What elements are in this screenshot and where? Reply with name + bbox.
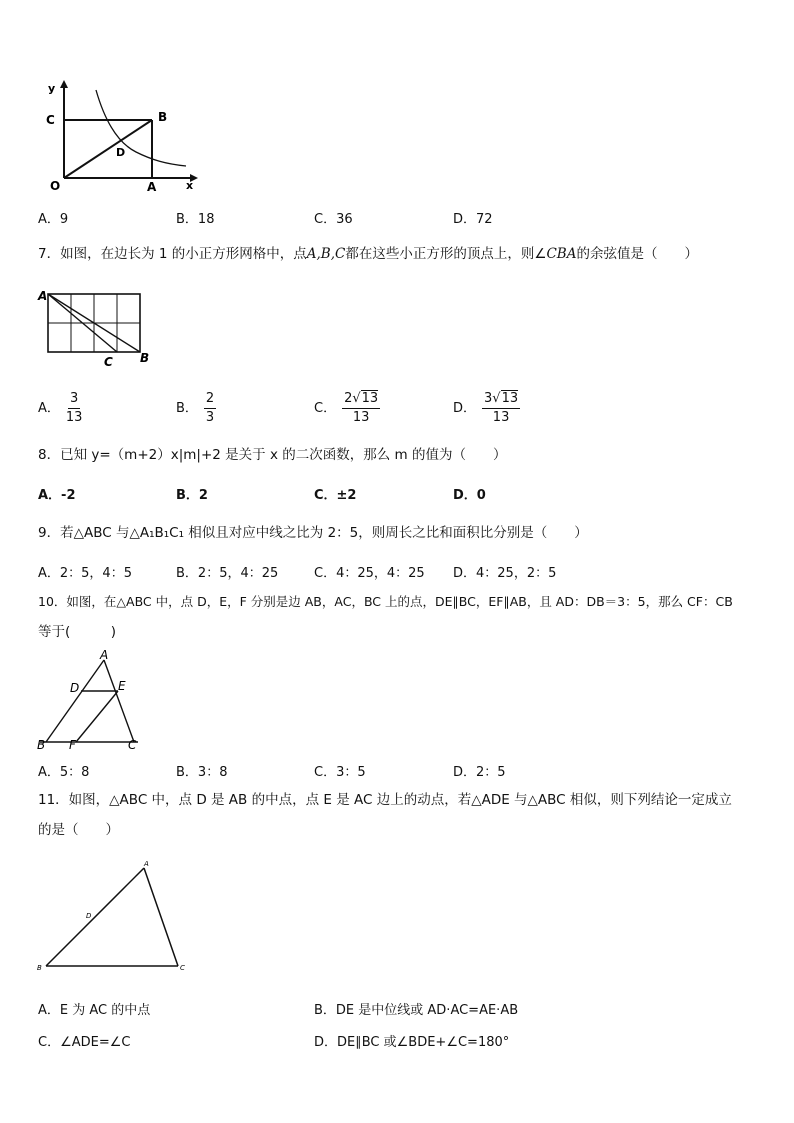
q9-option-c: C．4：25，4：25	[314, 566, 425, 581]
q6-label-C: C	[46, 113, 55, 127]
q7-question	[38, 240, 698, 268]
q10-label-C: C	[128, 738, 137, 752]
q6-label-B: B	[158, 110, 168, 124]
q11-option-c: C．∠ADE=∠C	[38, 1035, 131, 1050]
q6-option-c: C．36	[314, 212, 353, 227]
q11-label-C: C	[180, 964, 185, 972]
q11-option-a: A．E 为 AC 的中点	[38, 1003, 151, 1018]
q7-label-B: B	[140, 351, 150, 365]
q7-option-b: B． $\frac{2}{3}$	[176, 391, 215, 425]
q10-label-F: F	[69, 738, 76, 752]
q10-option-a: A．5：8	[38, 765, 90, 780]
q11-figure	[34, 858, 194, 978]
q6-option-d: D．72	[453, 212, 493, 227]
q6-option-b: B．18	[176, 212, 215, 227]
q8-option-a: A．-2	[38, 488, 76, 503]
q6-figure	[40, 78, 200, 196]
q9-option-d: D．4：25，2：5	[453, 566, 557, 581]
q6-label-y: y	[48, 82, 56, 95]
q7-option-d: D． $\frac{3√13}{13}$	[453, 391, 519, 425]
q7-option-c: C． $\frac{2√13}{13}$	[314, 391, 379, 425]
q7-label-A: A	[38, 289, 48, 303]
q9-option-a: A．2：5，4：5	[38, 566, 132, 581]
q7-figure	[36, 286, 156, 370]
q11-label-A: A	[144, 860, 149, 868]
q6-label-D: D	[116, 146, 126, 159]
q10-question-line1: 10．如图，在△ABC 中，点 D，E，F 分别是边 AB，AC，BC 上的点，DE∥BC，EF∥AB，且 AD：DB＝3：5，那么 CF：CB	[38, 594, 733, 609]
q6-label-A: A	[147, 180, 157, 194]
q10-label-B: B	[37, 738, 46, 752]
q9-option-b: B．2：5，4：25	[176, 566, 279, 581]
q6-label-x: x	[186, 179, 194, 192]
q7-text-pre: 7．如图，在边长为 1 的小正方形网格中，点	[38, 246, 307, 262]
q7-text-post: 的余弦值是（ ）	[576, 246, 698, 262]
q11-question-line2: 的是（ ）	[38, 822, 119, 838]
q11-option-d: D．DE∥BC 或∠BDE+∠C=180°	[314, 1035, 510, 1050]
q8-option-d: D．0	[453, 488, 486, 503]
q10-question-line2: 等于( )	[38, 624, 117, 640]
q7-option-a: A． $\frac{3}{13}$	[38, 391, 83, 425]
q10-option-b: B．3：8	[176, 765, 228, 780]
q7-angle: CBA	[546, 246, 577, 262]
q10-option-d: D．2：5	[453, 765, 506, 780]
q6-label-O: O	[50, 179, 61, 193]
q10-label-E: E	[118, 679, 126, 693]
q7-label-C: C	[104, 355, 113, 369]
q10-figure	[34, 648, 150, 752]
q8-option-b: B．2	[176, 488, 208, 503]
q7-points: A,B,C	[306, 246, 346, 262]
q10-option-c: C．3：5	[314, 765, 366, 780]
q10-label-D: D	[70, 681, 80, 695]
q11-label-D: D	[86, 912, 92, 920]
q11-option-b: B．DE 是中位线或 AD·AC=AE·AB	[314, 1003, 519, 1018]
q6-option-a: A．9	[38, 212, 69, 227]
q11-question-line1: 11．如图，△ABC 中，点 D 是 AB 的中点，点 E 是 AC 边上的动点，若△ADE 与△ABC 相似，则下列结论一定成立	[38, 792, 732, 808]
q7-text-mid: 都在这些小正方形的顶点上，则∠	[345, 246, 547, 262]
q10-label-A: A	[100, 648, 109, 662]
q8-question: 8．已知 y=（m+2）x|m|+2 是关于 x 的二次函数，那么 m 的值为（ ）	[38, 447, 507, 463]
q11-label-B: B	[37, 964, 42, 972]
q8-option-c: C．±2	[314, 488, 357, 503]
q9-question: 9．若△ABC 与△A₁B₁C₁ 相似且对应中线之比为 2：5，则周长之比和面积比分别是（ ）	[38, 525, 588, 541]
